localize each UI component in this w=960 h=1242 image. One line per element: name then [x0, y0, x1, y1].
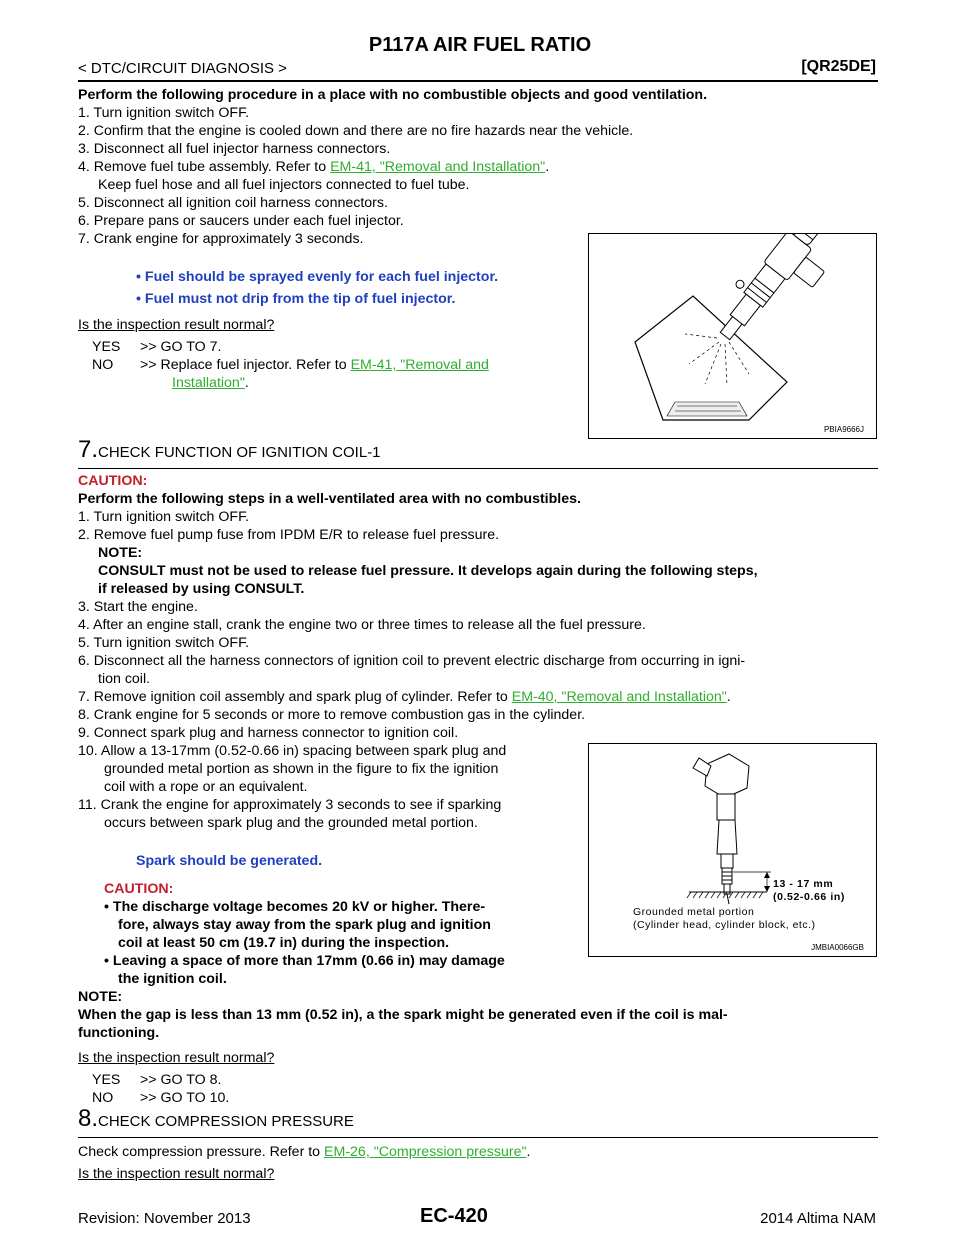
step6-question: Is the inspection result normal? — [78, 317, 275, 333]
step7-no-text: >> GO TO 10. — [140, 1090, 230, 1106]
step8-title: CHECK COMPRESSION PRESSURE — [98, 1113, 354, 1130]
step7-item-11-cont: occurs between spark plug and the grounded metal portion. — [104, 815, 478, 831]
step7-spec: Spark should be generated. — [136, 853, 323, 869]
step7-item-1: 1. Turn ignition switch OFF. — [78, 509, 250, 525]
step6-no-label: NO — [92, 357, 114, 373]
step7-item-2: 2. Remove fuel pump fuse from IPDM E/R to release fuel pressure. — [78, 527, 500, 543]
step7-caution-label: CAUTION: — [78, 473, 148, 489]
step6-no-text-pre: >> Replace fuel injector. Refer to — [140, 357, 351, 373]
step7-item-10-cont-1: grounded metal portion as shown in the figure to fix the ignition — [104, 761, 499, 777]
step7-caution2-a2: fore, always stay away from the spark plug and ignition — [118, 917, 491, 933]
step7-divider — [78, 468, 878, 469]
step6-item-7: 7. Crank engine for approximately 3 seconds. — [78, 231, 364, 247]
step6-no-end: . — [244, 375, 249, 391]
step7-title: CHECK FUNCTION OF IGNITION COIL-1 — [98, 444, 381, 461]
footer-page-number: EC-420 — [420, 1205, 488, 1227]
step6-item-4-text: 4. Remove fuel tube assembly. Refer to — [78, 159, 331, 175]
fuel-injector-figure-code: PBIA9666J — [823, 425, 864, 434]
step6-item-3: 3. Disconnect all fuel injector harness connectors. — [78, 141, 391, 157]
step8-heading — [78, 1105, 354, 1132]
step6-item-4-sub: Keep fuel hose and all fuel injectors connected to fuel tube. — [98, 177, 470, 193]
footer-revision: Revision: November 2013 — [78, 1210, 251, 1227]
gap-dimension-in: (0.52-0.66 in) — [773, 891, 846, 903]
step7-item-4: 4. After an engine stall, crank the engine two or three times to release all the fuel pressure. — [78, 617, 646, 633]
step7-item-5: 5. Turn ignition switch OFF. — [78, 635, 250, 651]
gap-dimension-mm: 13 - 17 mm — [773, 878, 834, 890]
step7-caution2-a3: coil at least 50 cm (19.7 in) during the inspection. — [118, 935, 450, 951]
ground-portion-label — [633, 906, 816, 932]
footer-vehicle: 2014 Altima NAM — [760, 1210, 876, 1227]
engine-model-label: [QR25DE] — [801, 58, 876, 75]
step7-item-3: 3. Start the engine. — [78, 599, 198, 615]
step7-item-11: 11. Crank the engine for approximately 3 seconds to see if sparking — [78, 797, 502, 813]
ignition-coil-figure — [588, 743, 877, 957]
step8-text-end: . — [526, 1144, 531, 1160]
ground-portion-title: Grounded metal portion — [633, 906, 755, 918]
fuel-injector-figure — [588, 233, 877, 439]
step8-divider — [78, 1137, 878, 1138]
step7-heading — [78, 436, 381, 463]
step7-caution2-label: CAUTION: — [104, 881, 174, 897]
header-divider — [78, 80, 878, 82]
step6-spec-1: • Fuel should be sprayed evenly for each fuel injector. — [136, 269, 499, 285]
step6-spec-2: • Fuel must not drip from the tip of fuel injector. — [136, 291, 456, 307]
gap-dimension-label — [773, 878, 845, 904]
step7-note2-2: functioning. — [78, 1025, 160, 1041]
step6-no-text-2 — [172, 374, 249, 392]
step7-note-1: CONSULT must not be used to release fuel pressure. It develops again during the following steps, — [98, 563, 758, 579]
step7-item-7-text: 7. Remove ignition coil assembly and spark plug of cylinder. Refer to — [78, 689, 512, 705]
ground-portion-detail: (Cylinder head, cylinder block, etc.) — [633, 919, 816, 931]
step7-yes-label: YES — [92, 1072, 121, 1088]
step7-yes-text: >> GO TO 8. — [140, 1072, 222, 1088]
step6-item-2: 2. Confirm that the engine is cooled down and there are no fire hazards near the vehicle. — [78, 123, 634, 139]
ignition-coil-figure-code: JMBIA0066GB — [811, 943, 864, 952]
step7-caution2-b1: • Leaving a space of more than 17mm (0.66 in) may damage — [104, 953, 505, 969]
step7-item-6: 6. Disconnect all the harness connectors of ignition coil to prevent electric discharge from occurring in igni- — [78, 653, 746, 669]
step7-caution-text: Perform the following steps in a well-ventilated area with no combustibles. — [78, 491, 581, 507]
step6-item-4-end: . — [545, 159, 550, 175]
step7-caution2-b2: the ignition coil. — [118, 971, 227, 987]
step6-yes-label: YES — [92, 339, 121, 355]
step7-question: Is the inspection result normal? — [78, 1050, 275, 1066]
step6-item-5: 5. Disconnect all ignition coil harness connectors. — [78, 195, 388, 211]
step7-item-6-cont: tion coil. — [98, 671, 151, 687]
link-em40-removal[interactable]: EM-40, "Removal and Installation" — [511, 689, 727, 705]
step6-intro: Perform the following procedure in a place with no combustible objects and good ventilation. — [78, 87, 708, 103]
step6-item-4 — [78, 158, 549, 176]
link-em41-replace-2[interactable]: Installation" — [172, 375, 245, 391]
link-em41-replace[interactable]: EM-41, "Removal and — [350, 357, 489, 373]
step6-yes-text: >> GO TO 7. — [140, 339, 222, 355]
fuel-injector-illustration — [589, 234, 876, 438]
step7-item-10-cont-2: coil with a rope or an equivalent. — [104, 779, 308, 795]
step7-number: 7. — [78, 436, 99, 463]
step8-number: 8. — [78, 1105, 99, 1132]
step8-text-pre: Check compression pressure. Refer to — [78, 1144, 325, 1160]
step7-item-10: 10. Allow a 13-17mm (0.52-0.66 in) spacing between spark plug and — [78, 743, 507, 759]
page-title: P117A AIR FUEL RATIO — [368, 34, 592, 56]
link-em26-compression[interactable]: EM-26, "Compression pressure" — [324, 1144, 527, 1160]
link-em41-removal[interactable]: EM-41, "Removal and Installation" — [330, 159, 546, 175]
step7-caution2-a1: • The discharge voltage becomes 20 kV or higher. There- — [104, 899, 486, 915]
step7-no-label: NO — [92, 1090, 114, 1106]
step7-note2-label: NOTE: — [78, 989, 123, 1005]
step6-item-1: 1. Turn ignition switch OFF. — [78, 105, 250, 121]
step7-note-label: NOTE: — [98, 545, 143, 561]
step8-text — [78, 1143, 530, 1161]
step7-item-8: 8. Crank engine for 5 seconds or more to remove combustion gas in the cylinder. — [78, 707, 586, 723]
step7-note2-1: When the gap is less than 13 mm (0.52 in), a the spark might be generated even if the coil is mal- — [78, 1007, 728, 1023]
breadcrumb: < DTC/CIRCUIT DIAGNOSIS > — [78, 60, 287, 77]
step6-item-6: 6. Prepare pans or saucers under each fuel injector. — [78, 213, 404, 229]
step7-item-7-end: . — [726, 689, 731, 705]
step7-item-9: 9. Connect spark plug and harness connector to ignition coil. — [78, 725, 459, 741]
step8-question: Is the inspection result normal? — [78, 1166, 275, 1182]
step6-no-text — [140, 356, 578, 374]
step7-item-7 — [78, 688, 731, 706]
step7-note-2: if released by using CONSULT. — [98, 581, 305, 597]
